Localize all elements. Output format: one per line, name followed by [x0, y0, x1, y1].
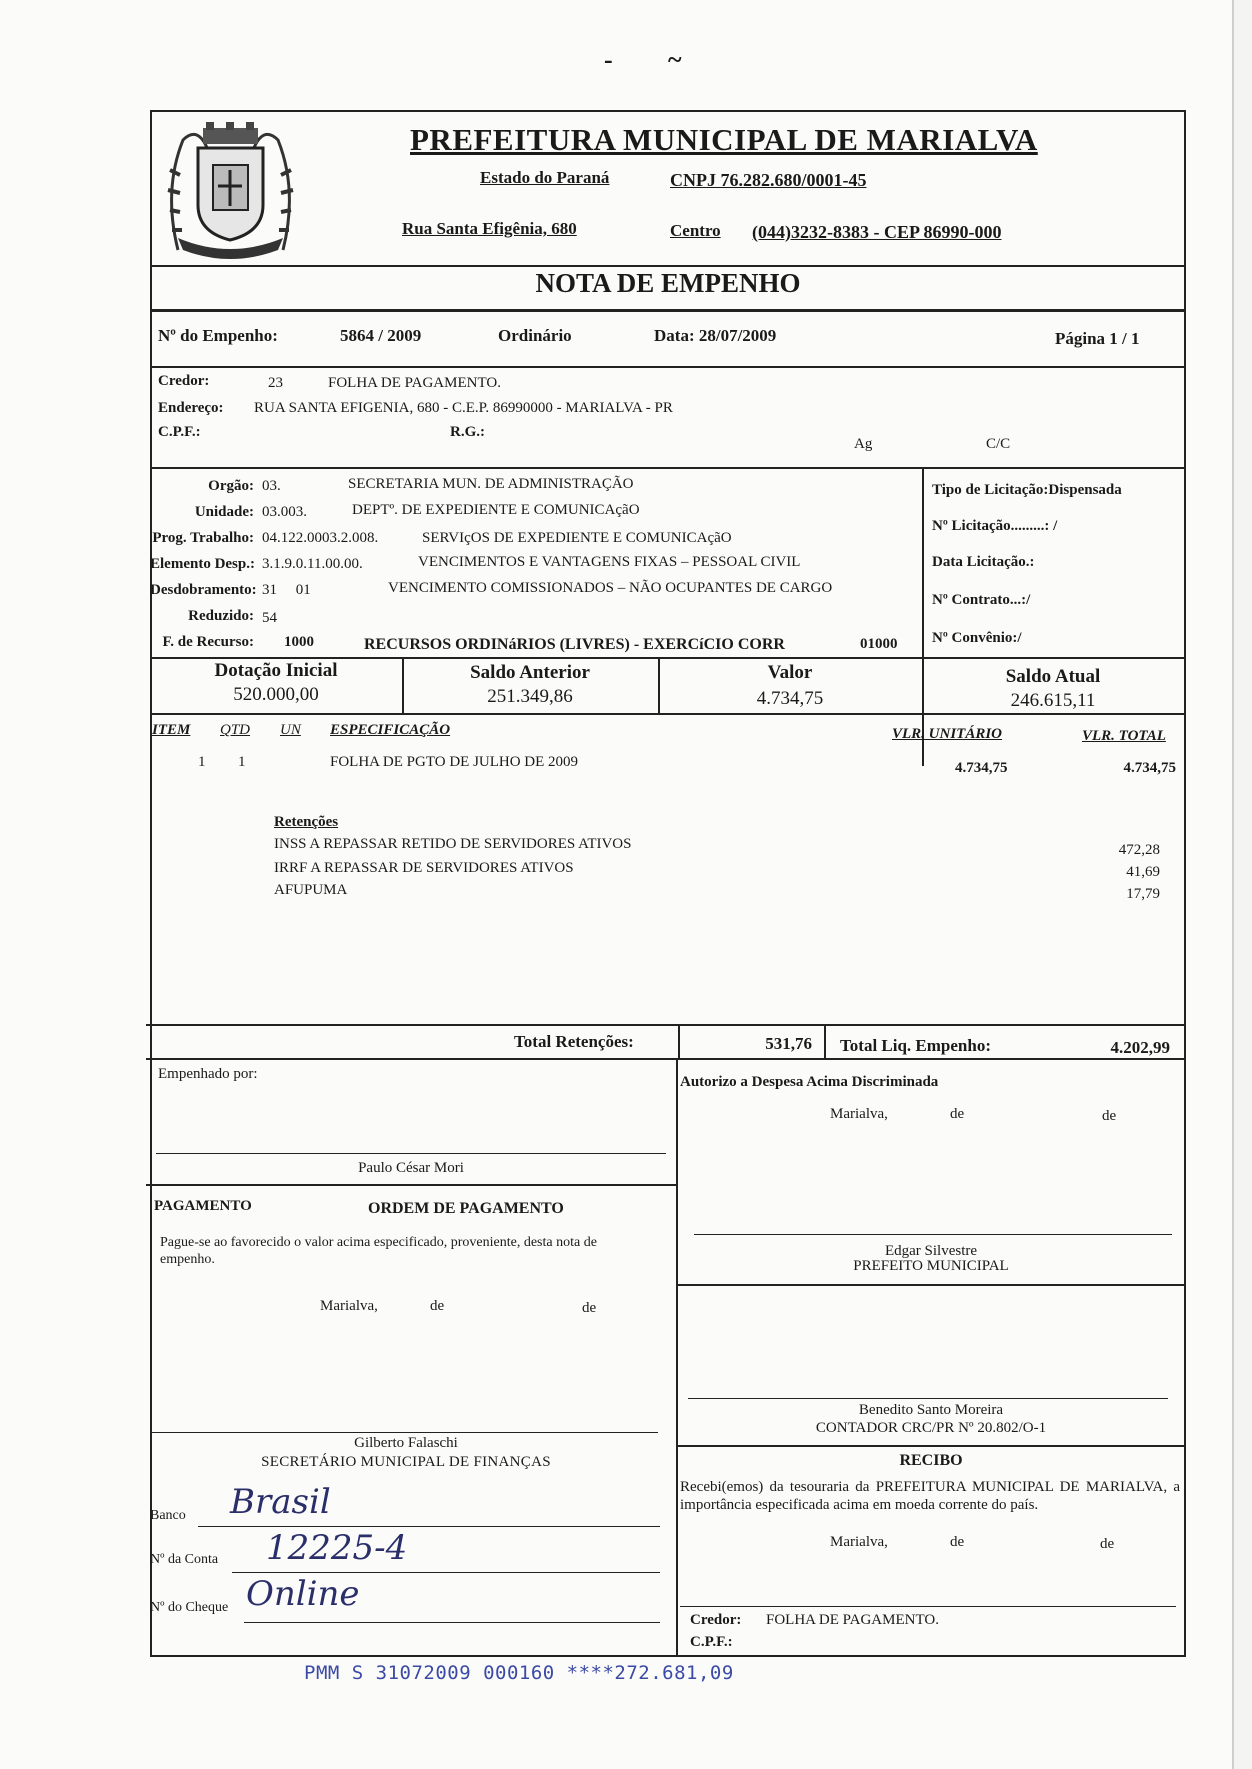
- pagamento-city: Marialva,: [320, 1298, 378, 1314]
- total-liquido-label: Total Liq. Empenho:: [840, 1036, 991, 1055]
- item-qtd: 1: [238, 754, 246, 770]
- col-un-header: UN: [280, 722, 301, 738]
- classification-desc: RECURSOS ORDINáRIOS (LIVRES) - EXERCíCIO CORR: [364, 636, 785, 653]
- classification-label: Elemento Desp.:: [150, 556, 255, 572]
- saldo-atual-value: 246.615,11: [1010, 690, 1096, 711]
- endereco-label: Endereço:: [158, 400, 224, 416]
- classification-code: 03.003.: [262, 504, 307, 520]
- cheque-handwritten: Online: [246, 1574, 360, 1614]
- total-liquido-value: 4.202,99: [1110, 1038, 1170, 1057]
- valor-label: Valor: [767, 662, 813, 683]
- empenho-date: Data: 28/07/2009: [654, 326, 777, 345]
- total-retencoes-value: 531,76: [765, 1034, 812, 1053]
- dotacao-value: 520.000,00: [233, 684, 319, 705]
- address-label: Rua Santa Efigênia, 680: [402, 219, 577, 238]
- cpf-label: C.P.F.:: [158, 424, 201, 440]
- credor-code: 23: [268, 375, 283, 391]
- coat-of-arms-logo: [158, 120, 303, 260]
- endereco-value: RUA SANTA EFIGENIA, 680 - C.E.P. 86990000 - MARIALVA - PR: [254, 400, 673, 416]
- recibo-credor-label: Credor:: [690, 1612, 742, 1628]
- empenho-type: Ordinário: [498, 326, 572, 345]
- document-title: NOTA DE EMPENHO: [535, 268, 801, 298]
- recibo-text: Recebi(emos) da tesouraria da PREFEITURA MUNICIPAL DE MARIALVA, a importância especificada acima em moeda corrente do país.: [680, 1479, 1180, 1513]
- classification-label: Desdobramento:: [150, 582, 257, 598]
- banco-label: Banco: [150, 1508, 186, 1523]
- licitacao-numero: Nº Licitação.........: /: [932, 518, 1058, 534]
- classification-code: 3.1.9.0.11.00.00.: [262, 556, 363, 572]
- empenho-number: 5864 / 2009: [340, 326, 422, 345]
- pagamento-de: de: [430, 1298, 445, 1314]
- contrato-number: Nº Contrato...:/: [932, 592, 1031, 608]
- pagamento-de: de: [582, 1300, 597, 1316]
- item-number: 1: [198, 754, 206, 770]
- classification-label: Unidade:: [194, 504, 254, 520]
- recibo-cpf-label: C.P.F.:: [690, 1634, 733, 1650]
- licitacao-tipo: Tipo de Licitação:Dispensada: [932, 482, 1122, 498]
- conta-label: Nº da Conta: [150, 1552, 219, 1567]
- autorizo-signer-role: PREFEITO MUNICIPAL: [853, 1258, 1009, 1274]
- pagamento-text: Pague-se ao favorecido o valor acima especificado, proveniente, desta nota de empenho.: [160, 1235, 597, 1267]
- scan-mark: ~: [668, 45, 682, 74]
- classification-label: Orgão:: [208, 478, 254, 494]
- classification-desc: VENCIMENTO COMISSIONADOS – NÃO OCUPANTES DE CARGO: [388, 580, 833, 596]
- empenhado-label: Empenhado por:: [158, 1066, 258, 1082]
- empenhado-signer: Paulo César Mori: [358, 1160, 464, 1176]
- classification-desc: VENCIMENTOS E VANTAGENS FIXAS – PESSOAL CIVIL: [418, 554, 801, 570]
- conta-handwritten: 12225-4: [266, 1528, 408, 1568]
- valor-value: 4.734,75: [756, 688, 824, 709]
- pagamento-signer-role: SECRETÁRIO MUNICIPAL DE FINANÇAS: [261, 1454, 551, 1470]
- autorizo-city: Marialva,: [830, 1106, 888, 1122]
- state-label: Estado do Paraná: [480, 168, 610, 187]
- cheque-label: Nº do Cheque: [150, 1600, 229, 1615]
- autorizo-signer-name: Edgar Silvestre: [884, 1243, 978, 1259]
- saldo-anterior-label: Saldo Anterior: [470, 662, 590, 683]
- saldo-atual-label: Saldo Atual: [1005, 666, 1101, 687]
- classification-code: 03.: [262, 478, 281, 494]
- nota-de-empenho-form: [150, 110, 1186, 1660]
- account-label: C/C: [986, 436, 1011, 452]
- banco-handwritten: Brasil: [230, 1482, 331, 1522]
- total-retencoes-label: Total Retenções:: [514, 1032, 634, 1051]
- autorizo-label: Autorizo a Despesa Acima Discriminada: [680, 1074, 939, 1090]
- autorizo-de: de: [950, 1106, 965, 1122]
- dotacao-label: Dotação Inicial: [214, 660, 338, 681]
- municipality-title: PREFEITURA MUNICIPAL DE MARIALVA: [410, 122, 1038, 157]
- agency-label: Ag: [854, 436, 873, 452]
- licitacao-data: Data Licitação.:: [932, 554, 1035, 570]
- classification-code: 31 01: [262, 582, 311, 598]
- classification-label: Reduzido:: [188, 608, 254, 624]
- item-spec: FOLHA DE PGTO DE JULHO DE 2009: [330, 754, 579, 770]
- classification-desc: SECRETARIA MUN. DE ADMINISTRAÇÃO: [348, 476, 634, 492]
- autorizo-de: de: [1102, 1108, 1117, 1124]
- retencao-value: 17,79: [1126, 886, 1160, 902]
- cnpj-label: CNPJ 76.282.680/0001-45: [670, 170, 867, 190]
- classification-label: F. de Recurso:: [162, 634, 254, 650]
- saldo-anterior-value: 251.349,86: [487, 686, 573, 707]
- retencoes-title: Retenções: [274, 814, 339, 830]
- ordem-pagamento-title: ORDEM DE PAGAMENTO: [368, 1200, 564, 1217]
- recibo-city: Marialva,: [830, 1534, 888, 1550]
- pagamento-signer-name: Gilberto Falaschi: [354, 1435, 458, 1451]
- retencao-desc: IRRF A REPASSAR DE SERVIDORES ATIVOS: [274, 860, 574, 876]
- page-number: Página 1 / 1: [1055, 329, 1140, 348]
- classification-code: 1000: [284, 634, 314, 650]
- retencao-desc: INSS A REPASSAR RETIDO DE SERVIDORES ATIVOS: [274, 836, 632, 852]
- col-item-header: ITEM: [152, 722, 191, 738]
- col-spec-header: ESPECIFICAÇÃO: [330, 722, 451, 738]
- classification-desc: SERVIçOS DE EXPEDIENTE E COMUNICAçãO: [422, 530, 732, 546]
- recibo-credor-value: FOLHA DE PAGAMENTO.: [766, 1612, 939, 1628]
- retencao-value: 472,28: [1118, 842, 1160, 858]
- classification-extra: 01000: [860, 636, 898, 652]
- item-unit-value: 4.734,75: [955, 760, 1008, 776]
- payment-stamp: PMM S 31072009 000160 ****272.681,09: [304, 1662, 734, 1684]
- convenio-number: Nº Convênio:/: [932, 630, 1022, 646]
- recibo-title: RECIBO: [899, 1452, 963, 1469]
- item-total-value: 4.734,75: [1123, 760, 1176, 776]
- phone-cep-label: (044)3232-8383 - CEP 86990-000: [752, 222, 1002, 242]
- recibo-de: de: [1100, 1536, 1115, 1552]
- contador-name: Benedito Santo Moreira: [858, 1402, 1004, 1418]
- table-row: [150, 750, 1186, 780]
- classification-label: Prog. Trabalho:: [152, 530, 254, 546]
- classification-code: 04.122.0003.2.008.: [262, 530, 379, 546]
- credor-label: Credor:: [158, 373, 210, 389]
- district-label: Centro: [670, 221, 721, 240]
- credor-name: FOLHA DE PAGAMENTO.: [328, 375, 501, 391]
- classification-desc: DEPTº. DE EXPEDIENTE E COMUNICAçãO: [352, 502, 640, 518]
- scan-mark: -: [604, 45, 613, 74]
- empenho-number-label: Nº do Empenho:: [158, 326, 278, 345]
- classification-code: 54: [262, 610, 277, 626]
- pagamento-label: PAGAMENTO: [154, 1198, 252, 1214]
- col-qtd-header: QTD: [220, 722, 251, 738]
- col-total-header: VLR. TOTAL: [1082, 728, 1166, 744]
- rg-label: R.G.:: [450, 424, 485, 440]
- col-unit-header: VLR. UNITÁRIO: [892, 726, 1003, 742]
- recibo-de: de: [950, 1534, 965, 1550]
- retencao-desc: AFUPUMA: [274, 882, 348, 898]
- contador-role: CONTADOR CRC/PR Nº 20.802/O-1: [815, 1420, 1047, 1436]
- retencao-value: 41,69: [1126, 864, 1160, 880]
